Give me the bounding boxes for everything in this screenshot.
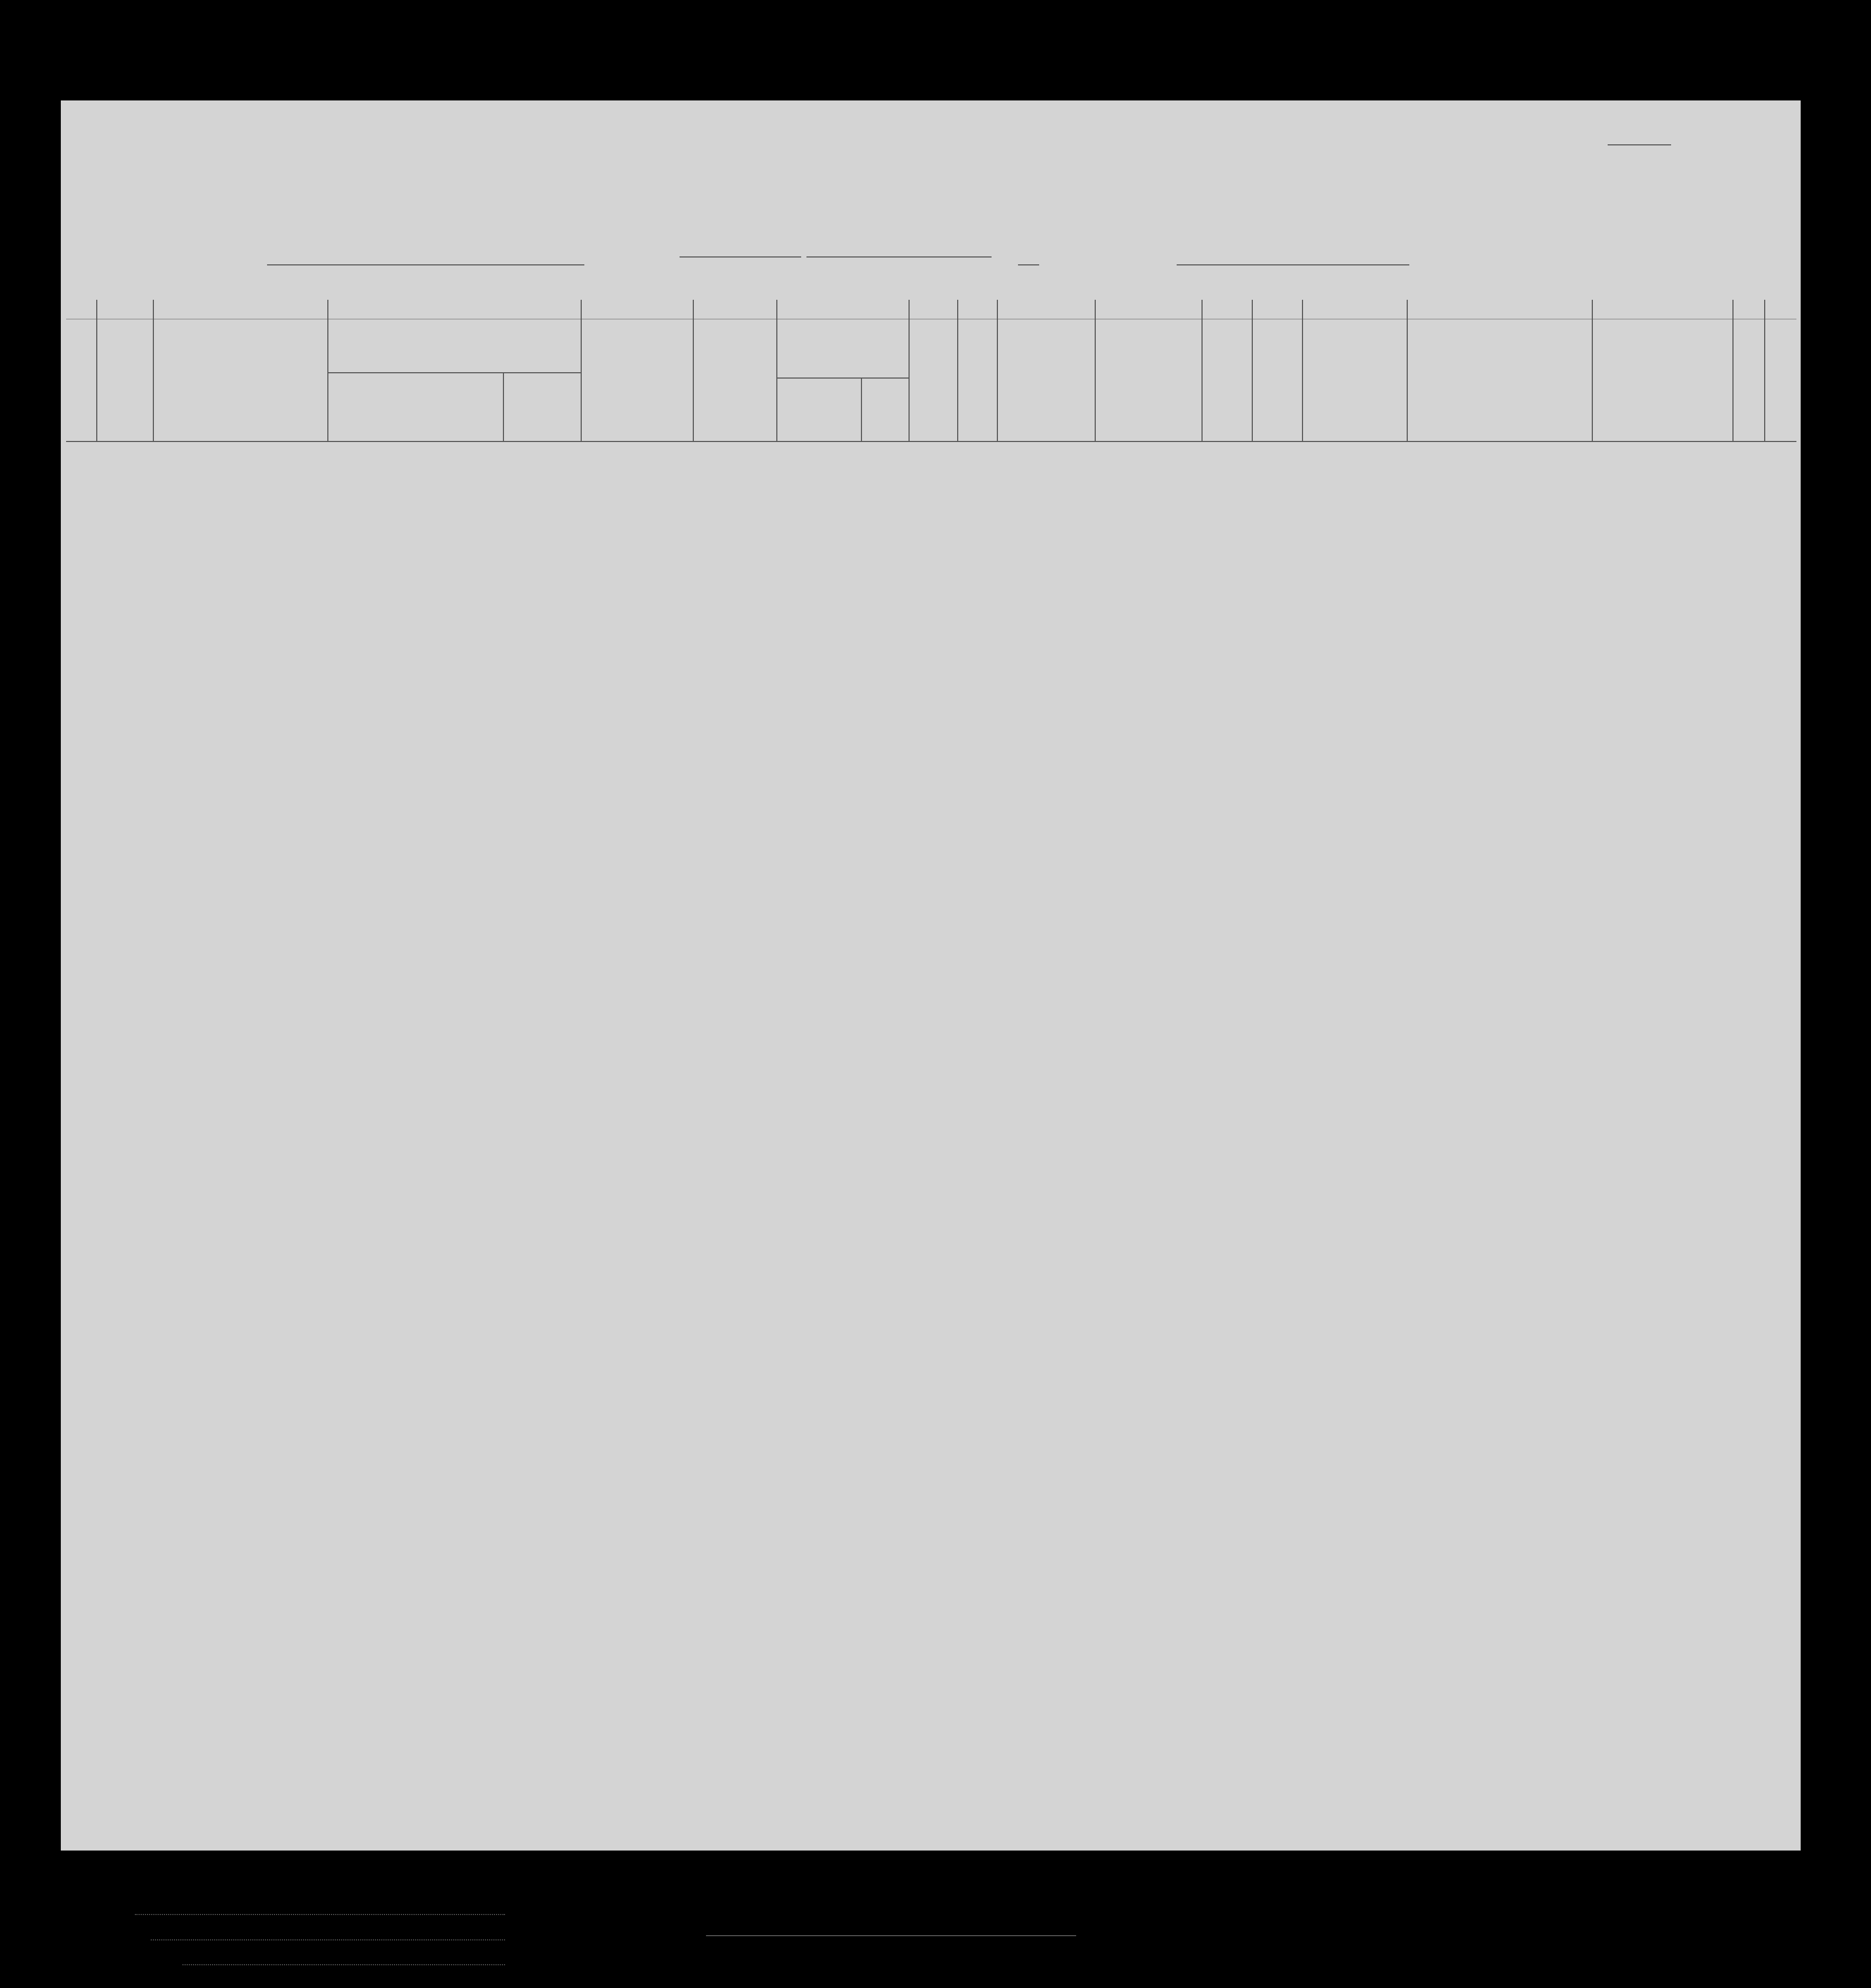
col-num-10	[1095, 300, 1202, 319]
header-position	[693, 319, 777, 442]
arriving-port	[680, 256, 801, 257]
owners-field	[151, 1939, 505, 1940]
header-sex	[1095, 319, 1202, 442]
header-shipped-or-engaged	[777, 319, 909, 442]
col-num-15	[1592, 300, 1733, 319]
manifest-sheet	[61, 100, 1801, 1851]
sheet-number	[1608, 144, 1671, 145]
col-num-4	[581, 300, 693, 319]
col-num-11	[1202, 300, 1252, 319]
receipt-stamp	[32, 264, 106, 846]
header-last-voyage	[153, 319, 328, 442]
header-race	[1202, 319, 1252, 442]
line-field	[135, 1914, 505, 1915]
header-length-of-service	[581, 319, 693, 442]
header-discharged	[909, 319, 958, 442]
vessel-name	[267, 264, 584, 265]
col-num-12	[1252, 300, 1303, 319]
header-remarks	[1733, 319, 1765, 442]
header-weight	[1407, 319, 1592, 442]
header-able-to-read	[958, 319, 997, 442]
header-inspector-action	[1765, 319, 1796, 442]
col-num-5	[693, 300, 777, 319]
year-suffix	[1018, 264, 1039, 265]
col-num-3	[328, 300, 581, 319]
header-height	[1303, 319, 1407, 442]
header-name-in-full	[328, 319, 581, 442]
sheet-number-area	[1608, 133, 1671, 149]
header-age	[997, 319, 1095, 442]
col-num-6	[777, 300, 909, 319]
column-numbers-row	[66, 300, 1796, 319]
col-num-9	[997, 300, 1095, 319]
col-num-2	[153, 300, 328, 319]
col-num-13	[1303, 300, 1407, 319]
inspector-signature-line	[706, 1935, 1076, 1936]
column-labels-row	[66, 319, 1796, 442]
col-num-7	[909, 300, 958, 319]
col-num-14	[1407, 300, 1592, 319]
crew-table	[66, 300, 1796, 442]
header-nationality	[1252, 319, 1303, 442]
agents-field	[182, 1964, 505, 1965]
header-physical-marks	[1592, 319, 1733, 442]
vessel-line	[214, 262, 1748, 288]
arrival-date	[806, 256, 992, 257]
from-port	[1177, 264, 1409, 265]
col-num-16	[1733, 300, 1765, 319]
col-num-17	[1765, 300, 1796, 319]
col-num-8	[958, 300, 997, 319]
